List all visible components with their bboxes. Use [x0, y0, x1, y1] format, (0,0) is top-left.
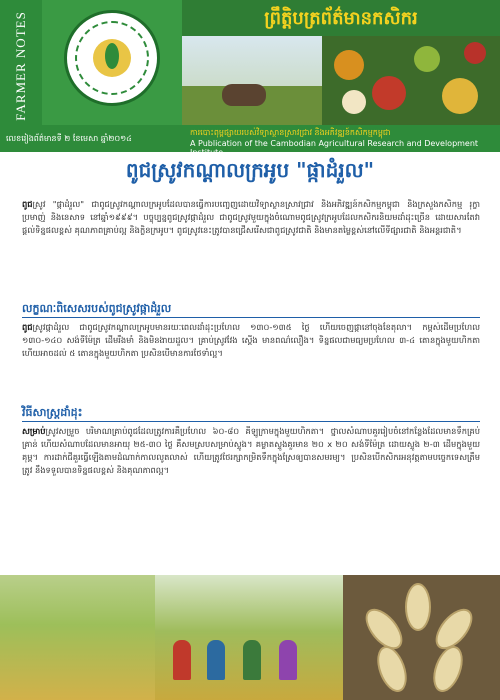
newsletter-header [0, 0, 500, 157]
section-heading-method: វិធីសាស្ត្រដាំដុះ [22, 406, 83, 419]
features-text: ស្រូវផ្កាដំរួល ជាពូជស្រូវកណ្តាលក្រអូបមានរយៈពេលដាំដុះប្រហែល ១៣០-១៣៥ ថ្ងៃ ហើយចេញផ្កានៅចុងខែតុលា។ កម្ពស់ដើមប្រហែល ១៣០-១៤០ សង់ទីម៉ែត្រ ដើមរឹងមាំ និងមិនងាយដួល។ គ្រាប់ស្រូវវែង ស្តើង មានពណ៌លឿង។ ទិន្នផលជាមធ្យមប្រហែល ៣-៤ តោនក្នុងមួយហិកតា ហើយអាចដល់ ៥ តោនក្នុងមួយហិកតា ប្រសិនបើមានការថែទាំល្អ។ [22, 322, 480, 358]
farmer-figure [173, 640, 191, 680]
farmer-figure [243, 640, 261, 680]
fruit-shape [342, 90, 366, 114]
method-paragraph [22, 425, 480, 477]
intro-text: ស្រូវ "ផ្កាដំរួល" ជាពូជស្រូវកណ្តាលក្រអូបដែលបានធ្វើការបញ្ចេញដោយវិទ្យាស្ថានស្រាវជ្រាវ និងអភិវឌ្ឍន៍កសិកម្មកម្ពុជា និងក្រសួងកសិកម្ម រុក្ខាប្រមាញ់ និងនេសាទ នៅឆ្នាំ១៩៩៩។ បច្ចុប្បន្នពូជស្រូវផ្កាដំរួល ជាពូជស្រូវមួយក្នុងចំណោមពូជស្រូវក្រអូបដែលកសិករនិយមដាំដុះច្រើន ដោយសារតែវាផ្តល់ទិន្នផលខ្ពស់ គុណភាពគ្រាប់ល្អ និងក្លិនក្រអូប។ ពូជស្រូវនេះត្រូវបានជ្រើសរើសជាពូជស្រូវជាតិ និងមានតម្លៃខ្ពស់នៅលើទីផ្សារជាតិ និងអន្តរជាតិ។ [22, 199, 480, 235]
fruit-shape [372, 76, 406, 110]
section-heading-features: លក្ខណៈពិសេសរបស់ពូជស្រូវផ្កាដំរួល [22, 302, 172, 315]
fruit-shape [414, 46, 440, 72]
intro-paragraph [22, 198, 480, 237]
intro-lead: ពូជ [22, 199, 33, 209]
leaf-icon [105, 43, 119, 69]
produce-collage [322, 36, 500, 125]
article-title: ពូជស្រូវកណ្តាលក្រអូប "ផ្កាដំរួល" [125, 158, 375, 182]
method-lead: សម្រាប់ [22, 426, 46, 436]
rice-grain-shape [405, 583, 431, 631]
institute-logo [64, 10, 160, 106]
features-lead: ពូជ [22, 322, 33, 332]
volume-band [0, 125, 182, 152]
photo-strip [0, 575, 500, 700]
fruit-shape [442, 78, 478, 114]
logo-area [42, 0, 182, 125]
rice-grain-shape [372, 642, 413, 696]
rice-grain-shape [428, 642, 469, 696]
farmer-figure [279, 640, 297, 680]
features-paragraph [22, 321, 480, 360]
farmer-figure [207, 640, 225, 680]
publisher-band [182, 125, 500, 157]
fruit-shape [334, 50, 364, 80]
newsletter-title: ព្រឹត្តិបត្រព័ត៌មានកសិករ [264, 8, 418, 29]
fruit-shape [464, 42, 486, 64]
publisher-khmer: ការបោះពុម្ពផ្សាយរបស់វិទ្យាស្ថានស្រាវជ្រាវ និងអភិវឌ្ឍន៍កសិកម្មកម្ពុជា [190, 128, 391, 137]
rice-field-photo [0, 575, 155, 700]
ox-figure [222, 84, 266, 106]
section-divider [22, 317, 480, 318]
method-text: ស្រូវសម្រួច បរិមាណគ្រាប់ពូជដែលត្រូវការគឺប្រហែល ៦០-៨០ គីឡូក្រាមក្នុងមួយហិកតា។ ថ្នាលសំណាបគួររៀបចំនៅកន្លែងដែលមានទឹកគ្រប់គ្រាន់ ហើយសំណាបដែលមានអាយុ ២៥-៣០ ថ្ងៃ គឺសមស្របសម្រាប់ស្ទូង។ គម្លាតស្ទូងគួរមាន ២០ x ២០ សង់ទីម៉ែត្រ ដោយស្ទូង ២-៣ ដើមក្នុងមួយគុម្ព។ ការដាក់ជីគួរធ្វើឡើងតាមដំណាក់កាលលូតលាស់ ហើយត្រូវថែរក្សាកម្រិតទឹកក្នុងស្រែឲ្យបានសមរម្យ។ ប្រសិនបើកសិករអនុវត្តតាមបច្ចេកទេសត្រឹមត្រូវ នឹងទទួលបានទិន្នផលខ្ពស់ និងគុណភាពល្អ។ [22, 426, 480, 475]
farmers-photo [155, 575, 343, 700]
section-divider [22, 421, 480, 422]
publisher-english: A Publication of the Cambodian Agricultural Research and Development Institute [190, 139, 479, 157]
volume-info: លេខរៀងព័ត៌មានទី ២ ខែមេសា ឆ្នាំ២០១៤ [6, 134, 132, 143]
rice-grain-photo [343, 575, 500, 700]
title-band [182, 0, 500, 36]
header-photo [182, 36, 500, 125]
farmer-notes-label: FARMER NOTES [13, 11, 28, 121]
